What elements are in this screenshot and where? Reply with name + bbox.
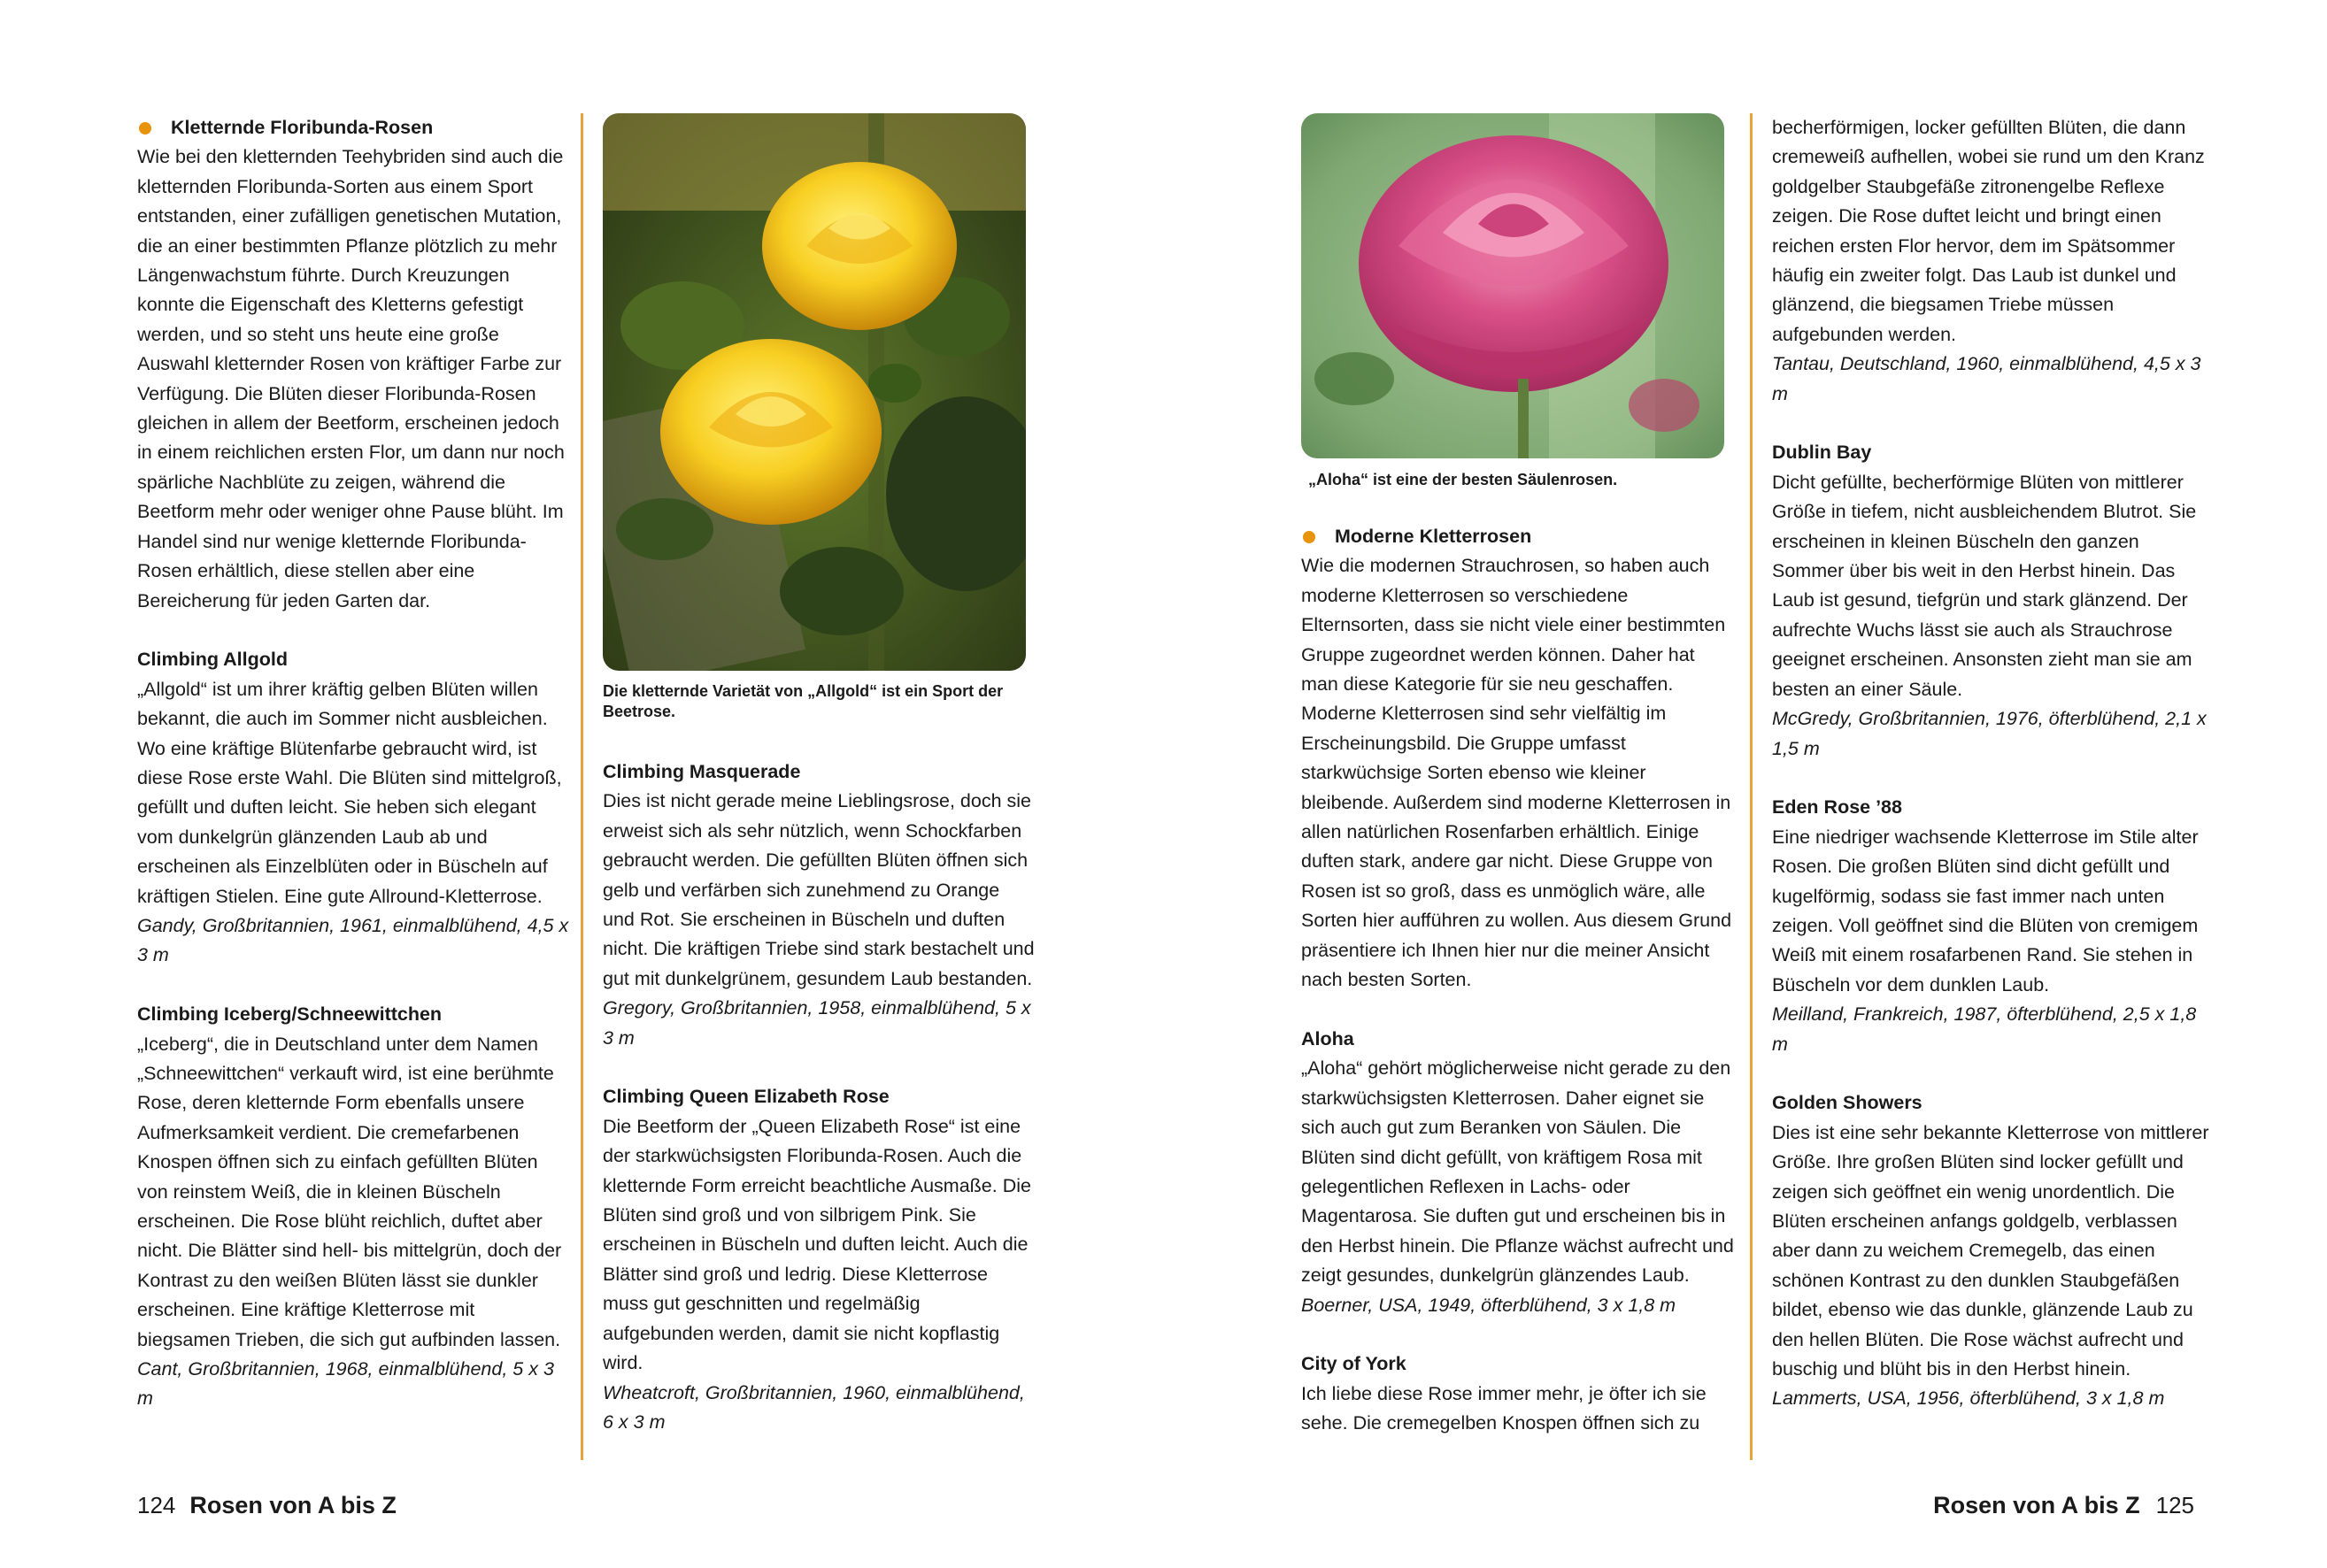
section-heading: [1301, 522, 1735, 551]
bullet-icon: [139, 122, 151, 135]
rose-entry-continued: [1772, 113, 2210, 409]
rose-entry: [137, 645, 571, 970]
rose-meta: Gregory, Großbritannien, 1958, einmalblühend, 5 x 3 m: [603, 997, 1031, 1049]
rose-title: Climbing Iceberg/Schneewittchen: [137, 1003, 443, 1026]
rose-description: „Aloha“ gehört möglicherweise nicht gerade zu den starkwüchsigsten Kletterrosen. Daher eignet sie sich auch gut zum Beranken von Säulen. Die Blüten sind dicht gefüllt, von kräftigem Rosa mit gelegentlichen Reflexen in Lachs- oder Magentarosa. Sie duften gut und erscheinen bis in den Herbst hinein. Die Pflanze wächst aufrecht und zeigt gesundes, dunkelgrün glänzendes Laub.: [1301, 1057, 1734, 1287]
rose-entry: [603, 1082, 1036, 1437]
right-column-1: [1301, 522, 1735, 1439]
right-column-2: [1772, 113, 2210, 1443]
rose-title: Climbing Queen Elizabeth Rose: [603, 1086, 890, 1108]
column-rule: [581, 113, 583, 1460]
rose-title: Aloha: [1301, 1027, 1354, 1049]
rose-title: City of York: [1301, 1353, 1406, 1375]
rose-title: Golden Showers: [1772, 1092, 1922, 1114]
rose-description: Ich liebe diese Rose immer mehr, je öfter ich sie sehe. Die cremegelben Knospen öffnen sich zu: [1301, 1382, 1707, 1434]
running-title: Rosen von A bis Z: [189, 1492, 397, 1518]
rose-meta: Wheatcroft, Großbritannien, 1960, einmalblühend, 6 x 3 m: [603, 1381, 1025, 1433]
column-rule: [1750, 113, 1753, 1460]
section-heading: [137, 113, 571, 142]
rose-meta: Lammerts, USA, 1956, öfterblühend, 3 x 1,8 m: [1772, 1387, 2165, 1410]
rose-entry: [1301, 1025, 1735, 1320]
rose-meta: McGredy, Großbritannien, 1976, öfterblühend, 2,1 x 1,5 m: [1772, 708, 2207, 759]
section-heading-text: Moderne Kletterrosen: [1335, 526, 1532, 547]
allgold-caption: Die kletternde Varietät von „Allgold“ ist ein Sport der Beetrose.: [603, 682, 1004, 720]
right-folio: [1933, 1492, 2194, 1519]
rose-description: Eine niedriger wachsende Kletterrose im Stile alter Rosen. Die großen Blüten sind dicht gefüllt und kugelförmig, sodass sie fast immer nach unten zeigen. Voll geöffnet sind die Blüten von cremigem Weiß mit einem rosafarbenen Rand. Sie stehen in Büscheln vor dem dunklen Laub.: [1772, 826, 2199, 995]
page-number: 125: [2155, 1492, 2194, 1518]
section-heading-text: Kletternde Floribunda-Rosen: [171, 117, 434, 138]
rose-entry: [1301, 1349, 1735, 1438]
rose-description: Dies ist eine sehr bekannte Kletterrose von mittlerer Größe. Ihre großen Blüten sind locker gefüllt und zeigen sich geöffnet ein wenig unordentlich. Die Blüten erscheinen anfangs goldgelb, verblassen aber dann zu weichem Cremegelb, das einen schönen Kontrast zu den dunklen Staubgefäßen bildet, ebenso wie das dunkle, glänzende Laub zu den hellen Blüten. Die Rose wächst aufrecht und buschig und blüht bis in den Herbst hinein.: [1772, 1121, 2209, 1380]
section-body: Wie bei den kletternden Teehybriden sind auch die kletternden Floribunda-Sorten aus einem Sport entstanden, einer zufälligen genetischen Mutation, die an einer bestimmten Pflanze plötzlich zu mehr Längenwachstum führte. Durch Kreuzungen konnte die Eigenschaft des Kletterns gefestigt werden, und so steht uns heute eine große Auswahl kletternder Rosen von kräftiger Farbe zur Verfügung. Die Blüten dieser Floribunda-Rosen gleichen in allem der Beetform, erscheinen jedoch in einem reichlichen ersten Flor, um dann nur noch spärliche Nachblüte zu zeigen, während die Beetform mehr oder weniger ohne Pause blüht. Im Handel sind nur wenige kletternde Floribunda-Rosen erhältlich, diese stellen aber eine Bereicherung für jeden Garten dar.: [137, 146, 565, 611]
aloha-photo: [1301, 113, 1724, 458]
left-folio: [137, 1492, 397, 1519]
rose-entry: [1772, 1088, 2210, 1413]
left-column-2: [603, 757, 1036, 1467]
rose-meta: Cant, Großbritannien, 1968, einmalblühend, 5 x 3 m: [137, 1358, 554, 1410]
rose-title: Climbing Allgold: [137, 649, 288, 671]
rose-description: „Iceberg“, die in Deutschland unter dem Namen „Schneewittchen“ verkauft wird, ist eine berühmte Rose, deren kletternde Form ebenfalls unsere Aufmerksamkeit verdient. Die cremefarbenen Knospen öffnen sich zu einfach gefüllten Blüten von reinstem Weiß, die in kleinen Büscheln erscheinen. Die Rose blüht reichlich, duftet aber nicht. Die Blätter sind hell- bis mittelgrün, doch der Kontrast zu den weißen Blüten lässt sie dunkler erscheinen. Eine kräftige Kletterrose mit biegsamen Trieben, die sich gut aufbinden lassen.: [137, 1033, 562, 1350]
rose-entry: [137, 1000, 571, 1414]
rose-meta: Gandy, Großbritannien, 1961, einmalblühend, 4,5 x 3 m: [137, 914, 569, 966]
section-body: Wie die modernen Strauchrosen, so haben auch moderne Kletterrosen so verschiedene Elternsorten, dass sie nicht viele einer bestimmten Gruppe zugeordnet werden können. Daher hat man diese Kategorie für sie neu geschaffen. Moderne Kletterrosen sind sehr vielfältig im Erscheinungsbild. Die Gruppe umfasst starkwüchsige Sorten ebenso wie kleiner bleibende. Außerdem sind moderne Kletterrosen in allen natürlichen Rosenfarben erhältlich. Einige duften stark, andere gar nicht. Diese Gruppe von Rosen ist so groß, dass es unmöglich wäre, alle Sorten hier aufführen zu wollen. Aus diesem Grund präsentiere ich Ihnen hier nur die meiner Ansicht nach besten Sorten.: [1301, 555, 1732, 991]
rose-description: „Allgold“ ist um ihrer kräftig gelben Blüten willen bekannt, die auch im Sommer nicht ausbleichen. Wo eine kräftige Blütenfarbe gebraucht wird, ist diese Rose erste Wahl. Die Blüten sind mittelgroß, gefüllt und duften leicht. Sie heben sich elegant vom dunkelgrün glänzenden Laub ab und erscheinen als Einzelblüten oder in Büscheln auf kräftigen Stielen. Eine gute Allround-Kletterrose.: [137, 678, 562, 907]
rose-title: Eden Rose ’88: [1772, 796, 1902, 819]
rose-title: Dublin Bay: [1772, 442, 1872, 464]
rose-description: becherförmigen, locker gefüllten Blüten, die dann cremeweiß aufhellen, wobei sie rund um den Kranz goldgelber Staubgefäße zitronengelbe Reflexe zeigen. Die Rose duftet leicht und bringt einen reichen ersten Flor hervor, dem im Spätsommer häufig ein zweiter folgt. Das Laub ist dunkel und glänzend, die biegsamen Triebe müssen aufgebunden werden.: [1772, 117, 2205, 345]
rose-entry: [603, 757, 1036, 1053]
rose-title: Climbing Masquerade: [603, 761, 801, 782]
rose-entry: [1772, 793, 2210, 1059]
rose-entry: [1772, 438, 2210, 763]
running-title: Rosen von A bis Z: [1933, 1492, 2140, 1518]
rose-description: Die Beetform der „Queen Elizabeth Rose“ ist eine der starkwüchsigsten Floribunda-Rosen. Auch die kletternde Form erreicht beachtliche Ausmaße. Die Blüten sind groß und von silbrigem Pink. Sie erscheinen in Büscheln und duften leicht. Auch die Blätter sind groß und ledrig. Diese Kletterrose muss gut geschnitten und regelmäßig aufgebunden werden, damit sie nicht kopflastig wird.: [603, 1115, 1031, 1374]
allgold-photo: [603, 113, 1026, 671]
left-column-1: [137, 113, 571, 1443]
rose-meta: Meilland, Frankreich, 1987, öfterblühend, 2,5 x 1,8 m: [1772, 1003, 2197, 1055]
rose-description: Dicht gefüllte, becherförmige Blüten von mittlerer Größe in tiefem, nicht ausbleichendem Blutrot. Sie erscheinen in kleinen Büscheln den ganzen Sommer über bis weit in den Herbst hinein. Das Laub ist gesund, tiefgrün und stark glänzend. Der aufrechte Wuchs lässt sie auch als Strauchrose geeignet erscheinen. Ansonsten zieht man sie am besten an einer Säule.: [1772, 471, 2197, 700]
page-number: 124: [137, 1492, 176, 1518]
aloha-caption: „Aloha“ ist eine der besten Säulenrosen.: [1308, 471, 1618, 488]
rose-meta: Tantau, Deutschland, 1960, einmalblühend, 4,5 x 3 m: [1772, 353, 2201, 404]
rose-meta: Boerner, USA, 1949, öfterblühend, 3 x 1,8 m: [1301, 1294, 1676, 1316]
rose-description: Dies ist nicht gerade meine Lieblingsrose, doch sie erweist sich als sehr nützlich, wenn Schockfarben gebraucht werden. Die gefüllten Blüten öffnen sich gelb und verfärben sich zunehmend zu Orange und Rot. Sie erscheinen in Büscheln und duften nicht. Die kräftigen Triebe sind stark bestachelt und gut mit dunkelgrünem, gesundem Laub bestanden.: [603, 790, 1035, 989]
bullet-icon: [1303, 531, 1315, 543]
